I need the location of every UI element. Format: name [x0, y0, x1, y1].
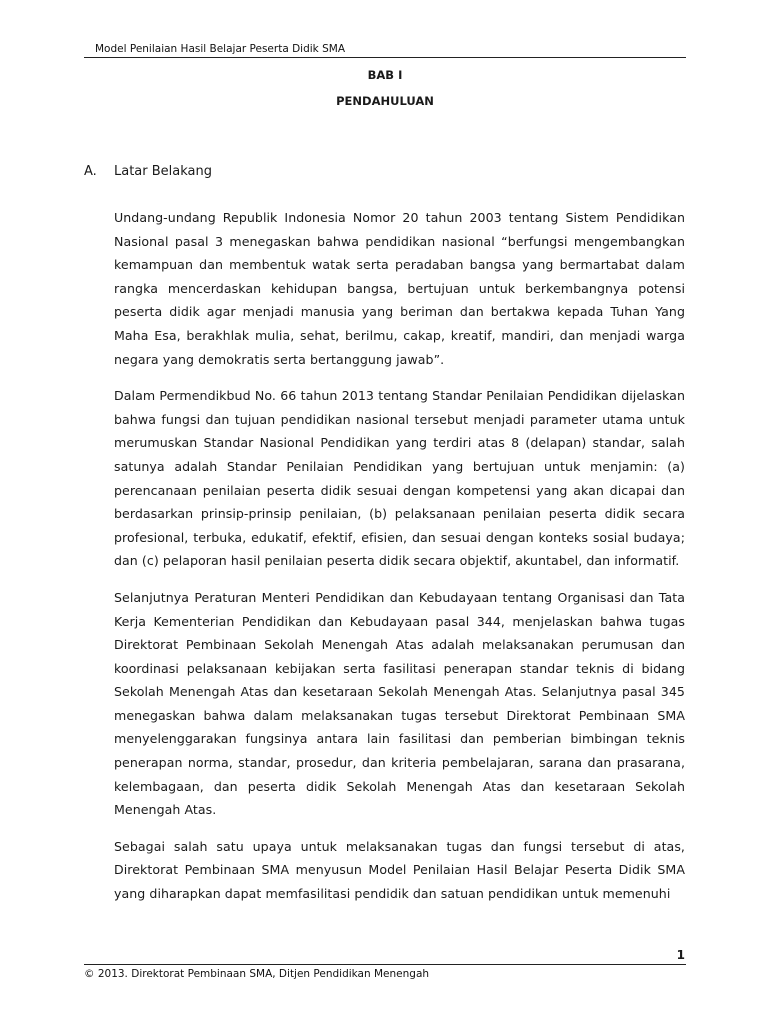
footer-copyright: © 2013. Direktorat Pembinaan SMA, Ditjen Pendidikan Menengah: [84, 968, 430, 980]
chapter-title: PENDAHULUAN: [336, 94, 434, 108]
section-letter: A.: [84, 164, 97, 179]
footer-divider: [84, 964, 686, 965]
section-title: Latar Belakang: [114, 164, 213, 179]
header-divider: [84, 57, 686, 58]
paragraph: Undang-undang Republik Indonesia Nomor 20 tahun 2003 tentang Sistem Pendidikan Nasional pasal 3 menegaskan bahwa pendidikan nasional “berfungsi mengembangkan kemampuan dan membentuk watak serta peradaban bangsa yang bermartabat dalam rangka mencerdaskan kehidupan bangsa, bertujuan untuk berkembangnya potensi peserta didik agar menjadi manusia yang beriman dan bertakwa kepada Tuhan Yang Maha Esa, berakhlak mulia, sehat, berilmu, cakap, kreatif, mandiri, dan menjadi warga negara yang demokratis serta bertanggung jawab”.: [114, 210, 685, 367]
chapter-number: BAB I: [367, 68, 403, 82]
body-text: [114, 206, 685, 919]
paragraph: Selanjutnya Peraturan Menteri Pendidikan dan Kebudayaan tentang Organisasi dan Tata Kerja Kementerian Pendidikan dan Kebudayaan pasal 344, menjelaskan bahwa tugas Direktorat Pembinaan Sekolah Menengah Atas adalah melaksanakan perumusan dan koordinasi pelaksanaan kebijakan serta fasilitasi penerapan standar teknis di bidang Sekolah Menengah Atas dan kesetaraan Sekolah Menengah Atas. Selanjutnya pasal 345 menegaskan bahwa dalam melaksanakan tugas tersebut Direktorat Pembinaan SMA menyelenggarakan fungsinya antara lain fasilitasi dan pemberian bimbingan teknis penerapan norma, standar, prosedur, dan kriteria pembelajaran, sarana dan prasarana, kelembagaan, dan peserta didik Sekolah Menengah Atas dan kesetaraan Sekolah Menengah Atas.: [114, 589, 685, 818]
paragraph: Dalam Permendikbud No. 66 tahun 2013 tentang Standar Penilaian Pendidikan dijelaskan bahwa fungsi dan tujuan pendidikan nasional tersebut menjadi parameter utama untuk merumuskan Standar Nasional Pendidikan yang terdiri atas 8 (delapan) standar, salah satunya adalah Standar Penilaian Pendidikan yang bertujuan untuk menjamin: (a) perencanaan penilaian peserta didik sesuai dengan kompetensi yang akan dicapai dan berdasarkan prinsip-prinsip penilaian, (b) pelaksanaan penilaian peserta didik secara profesional, terbuka, edukatif, efektif, efisien, dan sesuai dengan konteks sosial budaya; dan (c) pelaporan hasil penilaian peserta didik secara objektif, akuntabel, dan informatif.: [114, 388, 685, 569]
paragraph: Sebagai salah satu upaya untuk melaksanakan tugas dan fungsi tersebut di atas, Direktorat Pembinaan SMA menyusun Model Penilaian Hasil Belajar Peserta Didik SMA yang diharapkan dapat memfasilitasi pendidik dan satuan pendidikan untuk memenuhi: [114, 838, 685, 902]
running-header: Model Penilaian Hasil Belajar Peserta Didik SMA: [95, 43, 346, 55]
page-number: 1: [676, 948, 685, 962]
